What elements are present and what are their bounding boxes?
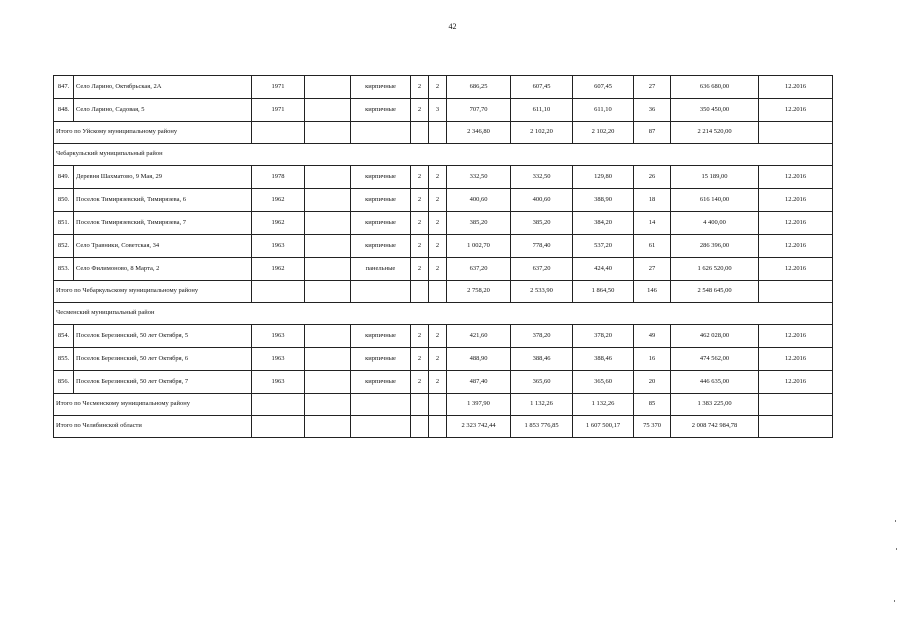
date-cell: 12.2016 — [759, 371, 833, 394]
date-cell: 12.2016 — [759, 189, 833, 212]
residents-cell: 26 — [634, 166, 671, 189]
date-cell: 12.2016 — [759, 325, 833, 348]
scan-speck — [895, 520, 896, 522]
date-cell: 12.2016 — [759, 348, 833, 371]
entrances-cell: 2 — [429, 258, 447, 281]
wall-material-cell: кирпичные — [351, 99, 411, 122]
empty-cell — [759, 416, 833, 438]
subtotal-area-b: 1 864,50 — [573, 281, 634, 303]
grand-total-label: Итого по Челябинской области — [54, 416, 252, 438]
residents-cell: 36 — [634, 99, 671, 122]
floors-cell: 2 — [411, 76, 429, 99]
grand-total-area: 2 323 742,44 — [447, 416, 511, 438]
table-row — [54, 371, 833, 394]
total-area-cell: 707,70 — [447, 99, 511, 122]
grand-total-area-a: 1 853 776,85 — [511, 416, 573, 438]
cost-cell: 462 028,00 — [671, 325, 759, 348]
area-a-cell: 378,20 — [511, 325, 573, 348]
empty-cell — [305, 394, 351, 416]
residents-cell: 27 — [634, 258, 671, 281]
cost-cell: 350 450,00 — [671, 99, 759, 122]
empty-cell — [351, 281, 411, 303]
entrances-cell: 2 — [429, 348, 447, 371]
empty-cell — [351, 122, 411, 144]
area-a-cell: 607,45 — [511, 76, 573, 99]
date-cell: 12.2016 — [759, 212, 833, 235]
empty-cell — [252, 416, 305, 438]
row-number: 848. — [54, 99, 74, 122]
year-cell: 1962 — [252, 212, 305, 235]
district-header-row — [54, 303, 833, 325]
subtotal-residents: 146 — [634, 281, 671, 303]
wall-material-cell: кирпичные — [351, 166, 411, 189]
empty-cell — [305, 99, 351, 122]
area-b-cell: 129,80 — [573, 166, 634, 189]
empty-cell — [305, 416, 351, 438]
floors-cell: 2 — [411, 258, 429, 281]
district-name: Чесменский муниципальный район — [54, 303, 833, 325]
subtotal-row — [54, 394, 833, 416]
residents-cell: 49 — [634, 325, 671, 348]
residents-cell: 27 — [634, 76, 671, 99]
entrances-cell: 2 — [429, 76, 447, 99]
date-cell: 12.2016 — [759, 235, 833, 258]
address-cell: Поселок Тимирязевский, Тимирязева, 7 — [74, 212, 252, 235]
cost-cell: 616 140,00 — [671, 189, 759, 212]
year-cell: 1971 — [252, 99, 305, 122]
empty-cell — [429, 416, 447, 438]
empty-cell — [252, 122, 305, 144]
row-number: 850. — [54, 189, 74, 212]
wall-material-cell: кирпичные — [351, 371, 411, 394]
row-number: 849. — [54, 166, 74, 189]
row-number: 854. — [54, 325, 74, 348]
empty-cell — [429, 122, 447, 144]
wall-material-cell: кирпичные — [351, 212, 411, 235]
grand-total-cost: 2 008 742 984,78 — [671, 416, 759, 438]
residents-cell: 20 — [634, 371, 671, 394]
table-row — [54, 348, 833, 371]
empty-cell — [305, 325, 351, 348]
area-b-cell: 537,20 — [573, 235, 634, 258]
total-area-cell: 400,60 — [447, 189, 511, 212]
empty-cell — [351, 416, 411, 438]
subtotal-label: Итого по Чесменскому муниципальному району — [54, 394, 252, 416]
table-row — [54, 325, 833, 348]
area-a-cell: 365,60 — [511, 371, 573, 394]
table-row — [54, 212, 833, 235]
row-number: 855. — [54, 348, 74, 371]
total-area-cell: 637,20 — [447, 258, 511, 281]
table-row — [54, 189, 833, 212]
empty-cell — [759, 394, 833, 416]
cost-cell: 15 189,00 — [671, 166, 759, 189]
subtotal-area-a: 2 533,90 — [511, 281, 573, 303]
subtotal-total-area: 1 397,90 — [447, 394, 511, 416]
cost-cell: 286 396,00 — [671, 235, 759, 258]
subtotal-row — [54, 281, 833, 303]
empty-cell — [305, 76, 351, 99]
floors-cell: 2 — [411, 212, 429, 235]
year-cell: 1971 — [252, 76, 305, 99]
subtotal-area-b: 1 132,26 — [573, 394, 634, 416]
floors-cell: 2 — [411, 371, 429, 394]
total-area-cell: 421,60 — [447, 325, 511, 348]
subtotal-area-a: 1 132,26 — [511, 394, 573, 416]
floors-cell: 2 — [411, 189, 429, 212]
total-area-cell: 385,20 — [447, 212, 511, 235]
cost-cell: 446 635,00 — [671, 371, 759, 394]
cost-cell: 1 626 520,00 — [671, 258, 759, 281]
empty-cell — [429, 394, 447, 416]
area-b-cell: 607,45 — [573, 76, 634, 99]
date-cell: 12.2016 — [759, 99, 833, 122]
wall-material-cell: кирпичные — [351, 235, 411, 258]
date-cell: 12.2016 — [759, 76, 833, 99]
year-cell: 1963 — [252, 325, 305, 348]
area-b-cell: 384,20 — [573, 212, 634, 235]
table-row — [54, 166, 833, 189]
address-cell: Село Ларино, Октябрьская, 2А — [74, 76, 252, 99]
entrances-cell: 2 — [429, 212, 447, 235]
floors-cell: 2 — [411, 325, 429, 348]
floors-cell: 2 — [411, 348, 429, 371]
wall-material-cell: кирпичные — [351, 348, 411, 371]
subtotal-area-a: 2 102,20 — [511, 122, 573, 144]
empty-cell — [305, 122, 351, 144]
row-number: 847. — [54, 76, 74, 99]
subtotal-cost: 1 383 225,00 — [671, 394, 759, 416]
empty-cell — [351, 394, 411, 416]
entrances-cell: 2 — [429, 371, 447, 394]
address-cell: Село Травники, Советская, 34 — [74, 235, 252, 258]
table-row — [54, 258, 833, 281]
empty-cell — [305, 235, 351, 258]
floors-cell: 2 — [411, 99, 429, 122]
district-header-row — [54, 144, 833, 166]
entrances-cell: 2 — [429, 325, 447, 348]
scan-speck — [894, 600, 895, 602]
date-cell: 12.2016 — [759, 258, 833, 281]
subtotal-cost: 2 548 645,00 — [671, 281, 759, 303]
entrances-cell: 2 — [429, 166, 447, 189]
area-b-cell: 388,90 — [573, 189, 634, 212]
year-cell: 1963 — [252, 235, 305, 258]
empty-cell — [305, 166, 351, 189]
empty-cell — [305, 281, 351, 303]
floors-cell: 2 — [411, 235, 429, 258]
residents-cell: 18 — [634, 189, 671, 212]
district-name: Чебаркульский муниципальный район — [54, 144, 833, 166]
subtotal-label: Итого по Уйскому муниципальному району — [54, 122, 252, 144]
area-b-cell: 365,60 — [573, 371, 634, 394]
year-cell: 1963 — [252, 371, 305, 394]
address-cell: Село Филимоново, 8 Марта, 2 — [74, 258, 252, 281]
address-cell: Поселок Березинский, 50 лет Октября, 6 — [74, 348, 252, 371]
area-a-cell: 637,20 — [511, 258, 573, 281]
wall-material-cell: панельные — [351, 258, 411, 281]
scan-speck — [896, 548, 897, 550]
empty-cell — [429, 281, 447, 303]
grand-total-row — [54, 416, 833, 438]
address-cell: Поселок Тимирязевский, Тимирязева, 6 — [74, 189, 252, 212]
residents-cell: 14 — [634, 212, 671, 235]
subtotal-total-area: 2 346,80 — [447, 122, 511, 144]
address-cell: Деревня Шахматово, 9 Мая, 29 — [74, 166, 252, 189]
row-number: 856. — [54, 371, 74, 394]
entrances-cell: 3 — [429, 99, 447, 122]
residents-cell: 16 — [634, 348, 671, 371]
empty-cell — [411, 394, 429, 416]
empty-cell — [252, 281, 305, 303]
area-a-cell: 332,50 — [511, 166, 573, 189]
wall-material-cell: кирпичные — [351, 76, 411, 99]
area-b-cell: 378,20 — [573, 325, 634, 348]
floors-cell: 2 — [411, 166, 429, 189]
subtotal-residents: 85 — [634, 394, 671, 416]
empty-cell — [759, 122, 833, 144]
area-a-cell: 400,60 — [511, 189, 573, 212]
empty-cell — [252, 394, 305, 416]
empty-cell — [411, 416, 429, 438]
cost-cell: 474 562,00 — [671, 348, 759, 371]
subtotal-cost: 2 214 520,00 — [671, 122, 759, 144]
table-row — [54, 76, 833, 99]
table-row — [54, 99, 833, 122]
date-cell: 12.2016 — [759, 166, 833, 189]
subtotal-total-area: 2 758,20 — [447, 281, 511, 303]
wall-material-cell: кирпичные — [351, 189, 411, 212]
year-cell: 1962 — [252, 189, 305, 212]
table-row — [54, 235, 833, 258]
grand-total-area-b: 1 607 500,17 — [573, 416, 634, 438]
total-area-cell: 487,40 — [447, 371, 511, 394]
address-cell: Поселок Березинский, 50 лет Октября, 5 — [74, 325, 252, 348]
empty-cell — [759, 281, 833, 303]
year-cell: 1963 — [252, 348, 305, 371]
total-area-cell: 686,25 — [447, 76, 511, 99]
subtotal-row — [54, 122, 833, 144]
empty-cell — [305, 189, 351, 212]
grand-total-residents: 75 370 — [634, 416, 671, 438]
area-b-cell: 388,46 — [573, 348, 634, 371]
entrances-cell: 2 — [429, 235, 447, 258]
empty-cell — [305, 212, 351, 235]
housing-registry-table — [53, 75, 833, 438]
table-body — [54, 76, 833, 438]
subtotal-residents: 87 — [634, 122, 671, 144]
row-number: 852. — [54, 235, 74, 258]
empty-cell — [305, 371, 351, 394]
area-b-cell: 611,10 — [573, 99, 634, 122]
subtotal-area-b: 2 102,20 — [573, 122, 634, 144]
empty-cell — [411, 281, 429, 303]
area-a-cell: 385,20 — [511, 212, 573, 235]
subtotal-label: Итого по Чебаркульскому муниципальному району — [54, 281, 252, 303]
cost-cell: 4 400,00 — [671, 212, 759, 235]
address-cell: Поселок Березинский, 50 лет Октября, 7 — [74, 371, 252, 394]
entrances-cell: 2 — [429, 189, 447, 212]
area-a-cell: 778,40 — [511, 235, 573, 258]
total-area-cell: 488,90 — [447, 348, 511, 371]
year-cell: 1962 — [252, 258, 305, 281]
row-number: 851. — [54, 212, 74, 235]
area-b-cell: 424,40 — [573, 258, 634, 281]
empty-cell — [305, 258, 351, 281]
residents-cell: 61 — [634, 235, 671, 258]
area-a-cell: 388,46 — [511, 348, 573, 371]
address-cell: Село Ларино, Садовая, 5 — [74, 99, 252, 122]
year-cell: 1978 — [252, 166, 305, 189]
empty-cell — [411, 122, 429, 144]
wall-material-cell: кирпичные — [351, 325, 411, 348]
row-number: 853. — [54, 258, 74, 281]
total-area-cell: 332,50 — [447, 166, 511, 189]
total-area-cell: 1 002,70 — [447, 235, 511, 258]
cost-cell: 636 680,00 — [671, 76, 759, 99]
page-number: 42 — [448, 22, 457, 31]
empty-cell — [305, 348, 351, 371]
area-a-cell: 611,10 — [511, 99, 573, 122]
